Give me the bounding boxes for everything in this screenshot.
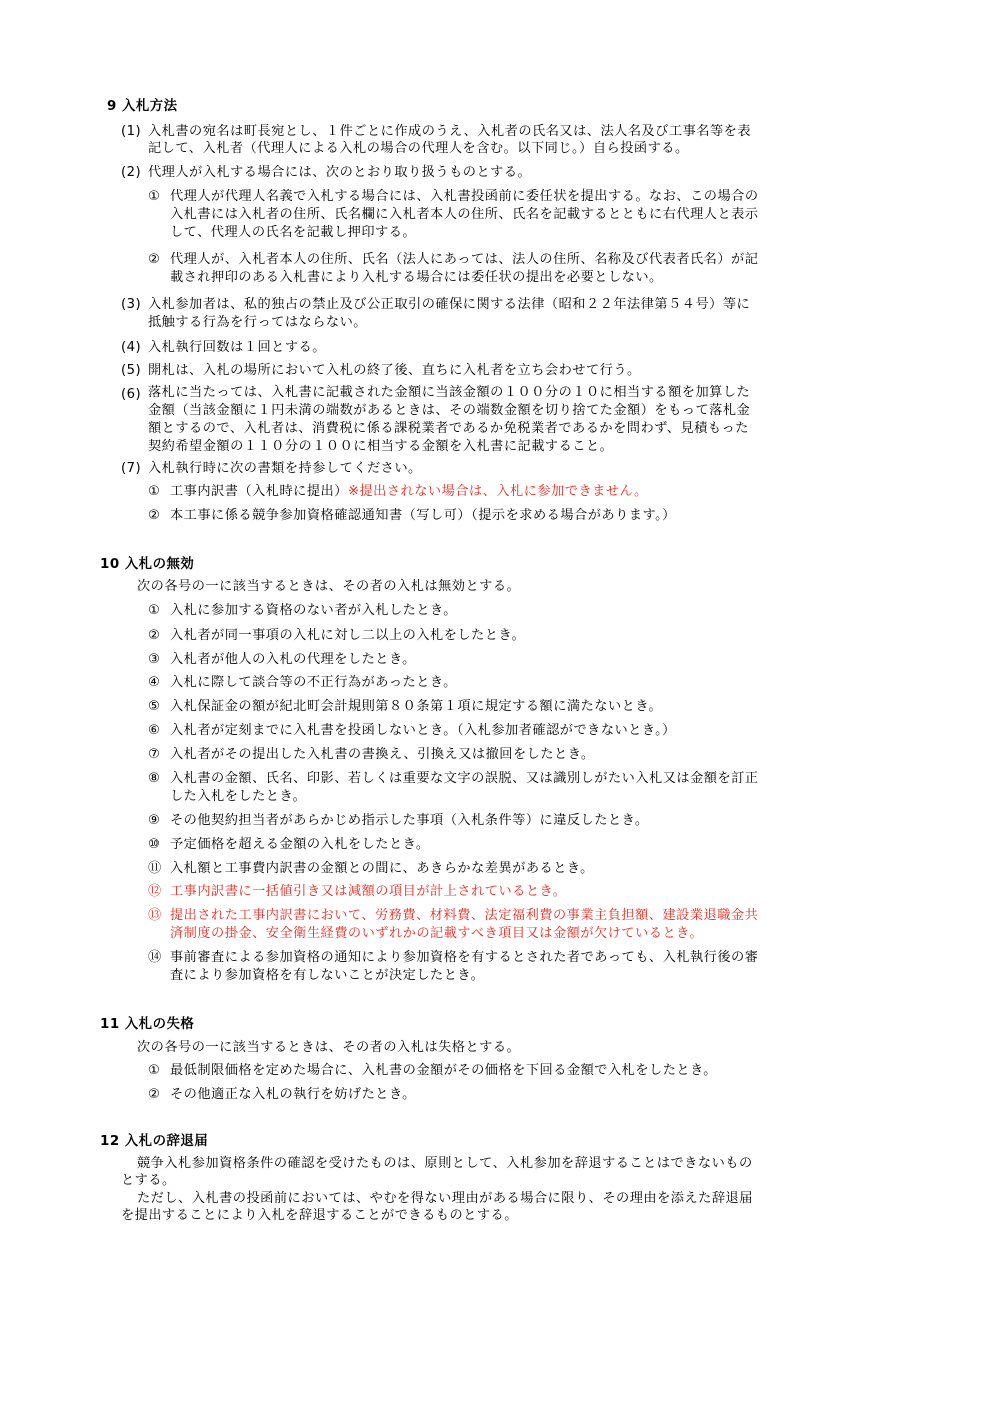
item-9-3-line2: 抵触する行為を行ってはならない。 — [148, 315, 367, 330]
item-9-2-2-number: ② — [148, 252, 161, 267]
item-10-11-number: ⑪ — [148, 861, 162, 876]
item-9-6-line1: 落札に当たっては、入札書に記載された金額に当該金額の１００分の１０に相当する額を加算した — [148, 385, 751, 400]
item-9-7-1-line — [170, 483, 648, 500]
item-9-2-1-line1: 代理人が代理人名義で入札する場合には、入札書投函前に委任状を提出する。なお、この場合の — [170, 189, 759, 204]
item-11-1-number: ① — [148, 1063, 161, 1078]
item-10-7-number: ⑦ — [148, 747, 161, 762]
item-10-14-line2: 査により参加資格を有しないことが決定したとき。 — [170, 968, 485, 983]
item-9-7-2-number: ② — [148, 508, 161, 523]
item-10-13-number: ⑬ — [148, 908, 162, 923]
section-11-heading: 11 入札の失格 — [100, 1017, 195, 1032]
item-9-2-line1: 代理人が入札する場合には、次のとおり取り扱うものとする。 — [148, 165, 532, 180]
item-10-10-line1: 予定価格を超える金額の入札をしたとき。 — [170, 837, 430, 852]
item-9-4-line1: 入札執行回数は１回とする。 — [148, 340, 326, 355]
item-10-6-line1: 入札者が定刻までに入札書を投函しないとき。（入札参加者確認ができないとき。） — [170, 723, 676, 738]
item-10-2-number: ② — [148, 628, 161, 643]
item-9-6-line3: 額とするので、入札者は、消費税に係る課税業者であるか免税業者であるかを問わず、見積もった — [148, 421, 749, 436]
item-9-7-2-text: 本工事に係る競争参加資格確認通知書（写し可）（提示を求める場合があります。） — [170, 508, 676, 523]
item-9-1-number: (1) — [121, 124, 142, 139]
item-10-9-line1: その他契約担当者があらかじめ指示した事項（入札条件等）に違反したとき。 — [170, 813, 649, 828]
section-10-heading: 10 入札の無効 — [100, 557, 195, 572]
item-9-7-number: (7) — [121, 461, 142, 476]
section-9-heading: 9 入札方法 — [107, 99, 178, 114]
item-11-2-line1: その他適正な入札の執行を妨げたとき。 — [170, 1087, 416, 1102]
item-10-6-number: ⑥ — [148, 723, 161, 738]
section-10-intro: 次の各号の一に該当するときは、その者の入札は無効とする。 — [137, 579, 521, 594]
item-9-2-1-number: ① — [148, 189, 161, 204]
item-9-2-1-line2: 入札書には入札者の住所、氏名欄に入札者本人の住所、氏名を記載するとともに右代理人と表示 — [170, 207, 759, 222]
item-9-5-number: (5) — [121, 363, 142, 378]
item-9-2-1-line3: して、代理人の氏名を記載し押印する。 — [170, 225, 417, 240]
item-10-4-line1: 入札に際して談合等の不正行為があったとき。 — [170, 675, 457, 690]
item-9-7-1-number: ① — [148, 484, 161, 499]
section-12-line4: を提出することにより入札を辞退することができるものとする。 — [121, 1208, 518, 1223]
item-10-1-number: ① — [148, 603, 161, 618]
item-10-9-number: ⑨ — [148, 813, 161, 828]
item-9-3-line1: 入札参加者は、私的独占の禁止及び公正取引の確保に関する法律（昭和２２年法律第５４号）等に — [148, 297, 751, 312]
section-12-line2: とする。 — [121, 1173, 176, 1188]
item-9-7-1-text: 工事内訳書（入札時に提出） — [170, 484, 348, 499]
item-11-2-number: ② — [148, 1087, 161, 1102]
item-10-7-line1: 入札者がその提出した入札書の書換え、引換え又は撤回をしたとき。 — [170, 747, 595, 762]
item-10-11-line1: 入札額と工事費内訳書の金額との間に、あきらかな差異があるとき。 — [170, 861, 594, 876]
section-12-heading: 12 入札の辞退届 — [100, 1134, 209, 1149]
item-9-3-number: (3) — [121, 297, 142, 312]
item-10-4-number: ④ — [148, 675, 161, 690]
item-10-2-line1: 入札者が同一事項の入札に対し二以上の入札をしたとき。 — [170, 628, 526, 643]
item-9-6-number: (6) — [121, 387, 142, 402]
item-9-7-line1: 入札執行時に次の書類を持参してください。 — [148, 461, 422, 476]
item-10-12-line1: 工事内訳書に一括値引き又は減額の項目が計上されているとき。 — [170, 884, 567, 899]
item-10-5-number: ⑤ — [148, 699, 161, 714]
item-9-7-1-warning: ※提出されない場合は、入札に参加できません。 — [347, 484, 648, 499]
item-10-3-number: ③ — [148, 652, 161, 667]
section-12-line1: 競争入札参加資格条件の確認を受けたものは、原則として、入札参加を辞退することはできないもの — [137, 1156, 753, 1171]
item-10-3-line1: 入札者が他人の入札の代理をしたとき。 — [170, 652, 416, 667]
item-10-13-line2: 済制度の掛金、安全衛生経費のいずれかの記載すべき項目又は金額が欠けているとき。 — [170, 926, 704, 941]
section-11-intro: 次の各号の一に該当するときは、その者の入札は失格とする。 — [137, 1040, 521, 1055]
item-9-5-line1: 開札は、入札の場所において入札の終了後、直ちに入札者を立ち会わせて行う。 — [148, 363, 641, 378]
item-9-1-line2: 記して、入札者（代理人による入札の場合の代理人を含む。以下同じ。）自ら投函する。 — [148, 141, 689, 156]
item-10-5-line1: 入札保証金の額が紀北町会計規則第８０条第１項に規定する額に満たないとき。 — [170, 699, 663, 714]
section-12-line3: ただし、入札書の投函前においては、やむを得ない理由がある場合に限り、その理由を添えた辞退届 — [137, 1191, 753, 1206]
item-9-6-line2: 金額（当該金額に１円未満の端数があるときは、その端数金額を切り捨てた金額）をもって落札金 — [148, 403, 751, 418]
item-10-8-line2: した入札をしたとき。 — [170, 789, 307, 804]
item-9-2-number: (2) — [121, 165, 142, 180]
item-9-1-line1: 入札書の宛名は町長宛とし、１件ごとに作成のうえ、入札者の氏名又は、法人名及び工事名等を表 — [148, 124, 752, 139]
item-9-6-line4: 契約希望金額の１１０分の１００に相当する金額を入札書に記載すること。 — [148, 439, 614, 454]
item-10-14-line1: 事前審査による参加資格の通知により参加資格を有するとされた者であっても、入札執行後の審 — [170, 950, 759, 965]
item-9-4-number: (4) — [121, 340, 142, 355]
item-11-1-line1: 最低制限価格を定めた場合に、入札書の金額がその価格を下回る金額で入札をしたとき。 — [170, 1063, 717, 1078]
item-9-2-2-line2: 載され押印のある入札書により入札する場合には委任状の提出を必要としない。 — [170, 270, 663, 285]
item-10-8-number: ⑧ — [148, 771, 161, 786]
item-10-14-number: ⑭ — [148, 950, 162, 965]
item-10-8-line1: 入札書の金額、氏名、印影、若しくは重要な文字の誤脱、又は識別しがたい入札又は金額を訂正 — [170, 771, 759, 786]
item-9-2-2-line1: 代理人が、入札者本人の住所、氏名（法人にあっては、法人の住所、名称及び代表者氏名）が記 — [170, 252, 759, 267]
item-10-10-number: ⑩ — [148, 837, 161, 852]
item-10-13-line1: 提出された工事内訳書において、労務費、材料費、法定福利費の事業主負担額、建設業退職金共 — [170, 908, 759, 923]
item-10-12-number: ⑫ — [148, 884, 162, 899]
item-10-1-line1: 入札に参加する資格のない者が入札したとき。 — [170, 603, 457, 618]
